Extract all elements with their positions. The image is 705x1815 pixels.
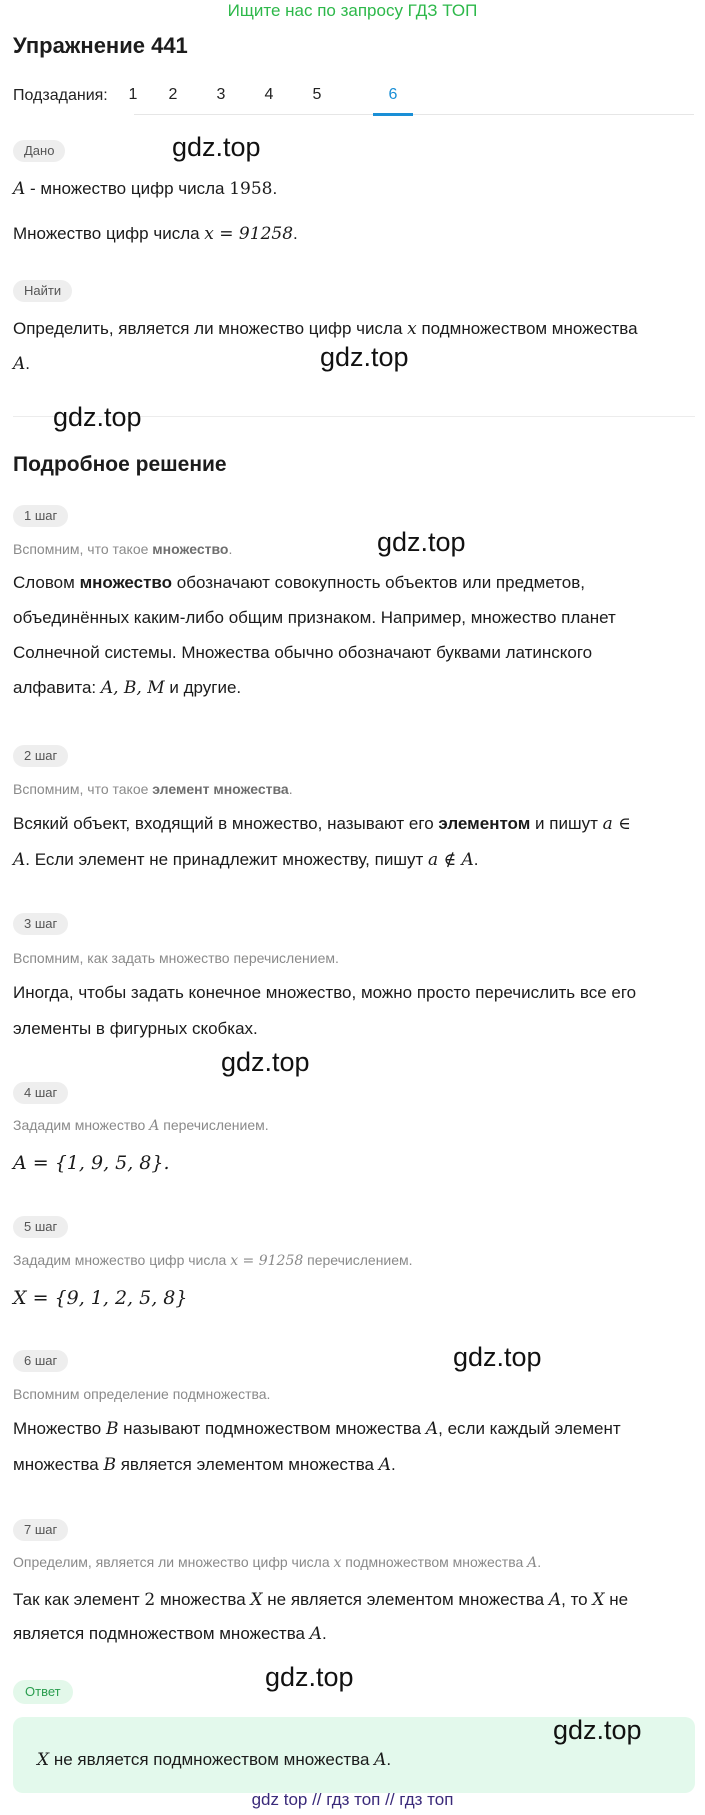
given-pill: Дано — [13, 140, 65, 162]
step-5-hint: Зададим множество цифр числа x = 91258 перечислением. — [13, 1252, 413, 1269]
watermark: gdz.top — [320, 342, 409, 372]
step-5-pill: 5 шаг — [13, 1216, 68, 1238]
step-1-pill: 1 шаг — [13, 505, 68, 527]
step-2-line-1: Всякий объект, входящий в множество, называют его элементом и пишут a ∈ — [13, 814, 631, 834]
subtasks-label: Подзадания: — [13, 87, 108, 104]
watermark: gdz.top — [53, 402, 142, 432]
step-4-pill: 4 шаг — [13, 1082, 68, 1104]
step-4-hint: Зададим множество A перечислением. — [13, 1117, 269, 1134]
step-3-pill: 3 шаг — [13, 913, 68, 935]
step-7-line-2: является подмножеством множества A. — [13, 1624, 327, 1644]
step-1-line-1: Словом множество обозначают совокупность объектов или предметов, — [13, 573, 585, 592]
answer-text: X не является подмножеством множества A. — [37, 1750, 392, 1770]
tab-1[interactable]: 1 — [128, 86, 138, 103]
step-6-hint: Вспомним определение подмножества. — [13, 1386, 271, 1402]
step-3-line-2: элементы в фигурных скобках. — [13, 1019, 258, 1038]
step-1-line-3: Солнечной системы. Множества обычно обозначают буквами латинского — [13, 643, 593, 662]
tab-3[interactable]: 3 — [216, 86, 226, 103]
step-3-hint: Вспомним, как задать множество перечислением. — [13, 950, 339, 966]
find-line-2: A. — [13, 354, 31, 374]
step-2-pill: 2 шаг — [13, 745, 68, 767]
tab-6[interactable]: 6 — [388, 86, 398, 103]
footer-links[interactable]: gdz top // гдз топ // гдз топ — [251, 1790, 454, 1809]
step-6-line-2: множества B является элементом множества A. — [13, 1455, 396, 1475]
step-4-equation: A = {1, 9, 5, 8}. — [13, 1152, 170, 1174]
watermark: gdz.top — [553, 1715, 642, 1745]
watermark: gdz.top — [453, 1342, 542, 1372]
step-2-line-2: A. Если элемент не принадлежит множеству, пишут a ∉ A. — [13, 850, 479, 870]
step-6-line-1: Множество B называют подмножеством множества A, если каждый элемент — [13, 1419, 621, 1439]
step-1-hint: Вспомним, что такое множество. — [13, 541, 233, 557]
step-2-hint: Вспомним, что такое элемент множества. — [13, 781, 293, 797]
step-7-line-1: Так как элемент 2 множества X не является элементом множества A, то X не — [13, 1590, 629, 1610]
find-line-1: Определить, является ли множество цифр числа x подмножеством множества — [13, 319, 638, 339]
solution-title: Подробное решение — [13, 453, 227, 476]
step-1-line-4: алфавита: A, B, M и другие. — [13, 678, 242, 698]
active-tab-indicator — [373, 113, 413, 116]
step-3-line-1: Иногда, чтобы задать конечное множество, можно просто перечислить все его — [13, 983, 637, 1002]
step-5-equation: X = {9, 1, 2, 5, 8} — [13, 1287, 188, 1309]
tab-2[interactable]: 2 — [168, 86, 178, 103]
watermark: gdz.top — [221, 1047, 310, 1077]
given-line-2: Множество цифр числа x = 91258. — [13, 224, 298, 244]
find-pill: Найти — [13, 280, 72, 302]
promo-banner[interactable]: Ищите нас по запросу ГДЗ ТОП — [227, 1, 478, 20]
given-line-1: A - множество цифр числа 1958. — [13, 179, 278, 199]
tab-5[interactable]: 5 — [312, 86, 322, 103]
step-7-hint: Определим, является ли множество цифр числа x подмножеством множества A. — [13, 1554, 542, 1571]
tab-4[interactable]: 4 — [264, 86, 274, 103]
step-6-pill: 6 шаг — [13, 1350, 68, 1372]
watermark: gdz.top — [377, 527, 466, 557]
tabs-divider — [134, 114, 694, 115]
step-1-line-2: объединённых каким-либо общим признаком. Например, множество планет — [13, 608, 616, 627]
page-title: Упражнение 441 — [13, 33, 188, 58]
step-7-pill: 7 шаг — [13, 1519, 68, 1541]
watermark: gdz.top — [172, 132, 261, 162]
watermark: gdz.top — [265, 1662, 354, 1692]
answer-pill: Ответ — [13, 1680, 73, 1704]
